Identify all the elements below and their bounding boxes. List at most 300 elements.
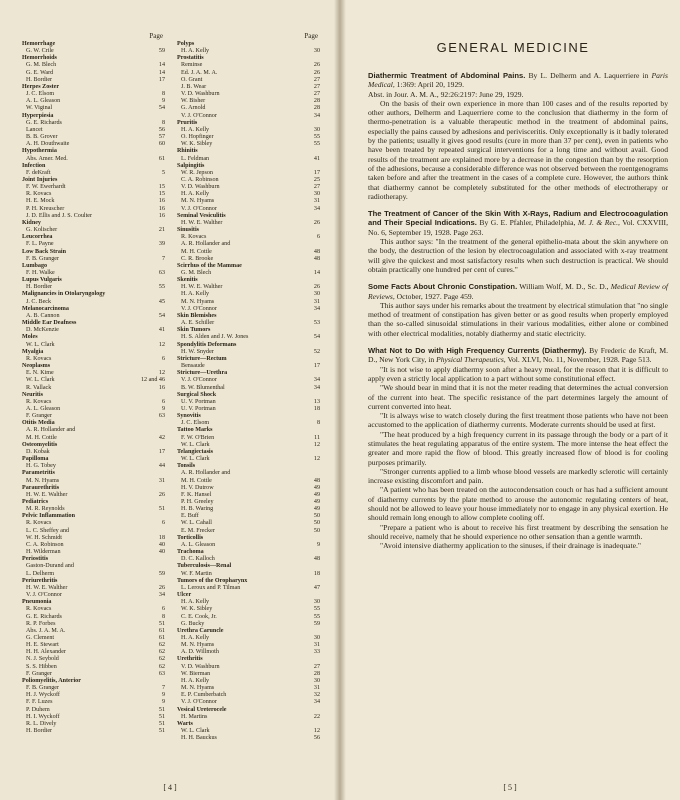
index-entry-name: H. A. Kelly [181, 634, 210, 641]
index-page-number: 22 [313, 713, 320, 720]
index-entry-name: M. N. Hyams [181, 642, 215, 649]
index-entry [177, 406, 320, 413]
index-entry [22, 48, 165, 55]
section-title: GENERAL MEDICINE [436, 40, 590, 55]
index-entry-name: H. V. Dutrow [181, 484, 214, 491]
index-entry-name: Skenitis [177, 277, 198, 284]
index-entry-name: H. W. E. Walther [181, 284, 223, 291]
index-entry-name: Stricture—Rectum [177, 355, 227, 362]
index-entry-name: Skin Tumors [177, 327, 211, 334]
article-paragraph: Abst. in Jour. A. M. A., 92:26:2197: June 29, 1929. [368, 89, 524, 99]
index-entry-name: Gaston-Durand and [26, 563, 74, 570]
index-entry-name: H. H. Bauckus [181, 735, 217, 742]
index-entry [177, 664, 320, 671]
index-entry-name: H. S. Alden and J. W. Jones [181, 334, 249, 341]
index-heading [22, 513, 165, 520]
index-heading [22, 84, 165, 91]
index-page-number: 8 [161, 91, 165, 98]
index-entry-name: H. A. Kelly [181, 291, 210, 298]
index-entry [177, 542, 320, 549]
index-entry [22, 563, 165, 570]
index-entry-name: W. H. Schmidt [26, 534, 62, 541]
index-entry-name: Urethritis [177, 656, 203, 663]
index-heading [177, 721, 320, 728]
index-entry [22, 141, 165, 148]
index-page-number: 57 [158, 134, 165, 141]
index-page-number: 30 [313, 677, 320, 684]
index-entry-name: E. M. Frecker [181, 527, 215, 534]
index-entry [177, 699, 320, 706]
index-page-number: 42 [158, 434, 165, 441]
article-paragraph: "A patient who has been treated on the autocondensation couch or has had a sufficient amount of diathermy currents by the plate method to arouse the autonomic regulating centers of heat, should not be allowed to leave your house immediately nor to engage in any physical exertion. He should remain long enough to allow complete cooling off. [368, 485, 668, 523]
index-entry-name: A. L. Gleason [181, 541, 216, 548]
index-entry [177, 435, 320, 442]
index-entry-name: Kidney [22, 219, 41, 226]
index-page-number: 40 [158, 549, 165, 556]
index-page-number: 12 [313, 728, 320, 734]
index-entry [177, 84, 320, 91]
index-entry [22, 198, 165, 205]
index-entry-name: W. Bierman [181, 670, 211, 677]
column-page-header: Page [304, 32, 318, 40]
index-heading [22, 678, 165, 685]
index-entry-name: S. S. Hibben [26, 663, 57, 670]
index-entry [177, 349, 320, 356]
index-entry-name: W. Bisher [181, 98, 206, 105]
index-entry-name: G. Kolischer [26, 227, 58, 234]
index-page-number: 55 [313, 606, 320, 613]
index-page-number: 7 [161, 255, 165, 262]
index-entry-name: R. Kovacs [26, 191, 52, 198]
index-entry [177, 62, 320, 69]
index-entry-name: A. R. Hollander and [181, 470, 231, 477]
index-entry [22, 528, 165, 535]
index-entry [177, 170, 320, 177]
index-entry-name: Trachoma [177, 549, 204, 556]
index-entry [22, 284, 165, 291]
index-entry-name: G. E. Richards [26, 119, 62, 126]
article-heading [368, 282, 668, 301]
index-entry-name: G. W. Crile [26, 48, 54, 55]
index-page-number: 48 [313, 556, 320, 563]
index-entry-name: E. Buff [181, 513, 199, 520]
index-entry [22, 91, 165, 98]
index-page-number: 34 [313, 305, 320, 312]
index-entry [22, 327, 165, 334]
index-entry [177, 105, 320, 112]
index-heading [22, 163, 165, 170]
index-page-number: 48 [313, 255, 320, 262]
index-entry [177, 614, 320, 621]
index-entry-name: M. R. Reynolds [26, 506, 65, 513]
index-page-number: 31 [313, 298, 320, 305]
index-page-number: 62 [158, 649, 165, 656]
index-entry [177, 478, 320, 485]
index-page-number: 14 [158, 62, 165, 69]
article-paragraph: "We should bear in mind that it is not the meter reading that determines the actual conversion of the current into heat. The specific resistance of the part determines largely the amount of current converted into heat. [368, 383, 668, 411]
index-entry-name: W. L. Cahall [181, 520, 212, 527]
index-entry [177, 635, 320, 642]
index-heading [22, 320, 165, 327]
index-entry [22, 692, 165, 699]
index-entry-name: A. L. Gleason [26, 405, 61, 412]
index-entry [22, 342, 165, 349]
index-entry [177, 98, 320, 105]
index-page-number: 63 [158, 413, 165, 420]
index-entry-name: H. H. Alexander [26, 649, 66, 656]
index-entry-name: W. Viginal [26, 105, 53, 112]
index-entry [22, 256, 165, 263]
index-page-number: 50 [313, 527, 320, 534]
article-page [340, 0, 680, 800]
index-page-number: 30 [313, 48, 320, 55]
index-page-number: 60 [158, 141, 165, 148]
article-list [368, 71, 668, 551]
index-page-number: 27 [313, 184, 320, 191]
index-entry-name: H. I. Wyckoff [26, 713, 60, 720]
index-entry-name: F. deKraft [26, 169, 51, 176]
index-page-number: 6 [161, 606, 165, 613]
index-heading [22, 249, 165, 256]
index-page-number: 16 [158, 198, 165, 205]
index-entry [22, 191, 165, 198]
index-entry-name: Abs. J. A. M. A. [26, 627, 66, 634]
index-entry-name: D. McKenzie [26, 327, 59, 334]
index-entry-name: Spondylitis Deformans [177, 341, 237, 348]
index-entry [22, 606, 165, 613]
column-page-header: Page [149, 32, 163, 40]
index-entry [22, 127, 165, 134]
article [368, 71, 668, 201]
journal-name: Medical Review of Reviews, [368, 282, 668, 301]
index-entry [22, 170, 165, 177]
index-page-number: 9 [161, 405, 165, 412]
article-paragraph: "Avoid intensive diathermy application to the sinuses, if their drainage is inadequate." [380, 541, 642, 551]
index-entry-name: W. R. Jepson [181, 169, 213, 176]
index-entry-name: L. Leroux and P. Tilman [181, 584, 241, 591]
index-heading [22, 234, 165, 241]
index-heading [22, 113, 165, 120]
index-page-number: 48 [313, 477, 320, 484]
index-entry-name: O. Hopfinger [181, 134, 214, 141]
index-entry-name: H. E. Stewart [26, 642, 59, 649]
index-entry-name: Polyps [177, 41, 195, 47]
index-page-number: 56 [313, 735, 320, 742]
index-entry-name: Reminse [181, 62, 203, 69]
article-paragraph: "Stronger currents applied to a limb whose blood vessels are markedly sclerotic will certainly increase existing discomfort and pain. [368, 466, 668, 486]
index-heading [177, 449, 320, 456]
article-citation: Vol. CXXVIII, No. 6, September 19, 1928. Page 263. [368, 218, 668, 237]
index-entry-name: Lumbago [22, 262, 48, 269]
index-entry-name: F. K. Hansel [181, 491, 212, 498]
index-page-number: 12 and 46 [140, 377, 165, 384]
index-entry [22, 699, 165, 706]
index-heading [22, 277, 165, 284]
index-page-number: 61 [158, 634, 165, 641]
index-entry-name: Periurethritis [22, 577, 58, 584]
index-entry [177, 141, 320, 148]
index-entry-name: J. C. Elsom [181, 420, 210, 427]
index-entry-name: H. A. Kelly [181, 191, 210, 198]
index-entry-name: M. H. Cottle [181, 248, 212, 255]
index-heading [22, 306, 165, 313]
index-entry-name: W. K. Sibley [181, 606, 213, 613]
index-entry-name: M. N. Hyams [26, 477, 60, 484]
index-page-number: 51 [158, 720, 165, 727]
index-entry-name: U. V. Portman [181, 405, 216, 412]
article-title: The Treatment of Cancer of the Skin With X-Rays, Radium and Electrocoagulation and Their Special Indications. [368, 209, 668, 228]
index-entry-name: Pelvic Inflammation [22, 513, 75, 520]
index-entry-name: M. N. Hyams [181, 685, 215, 692]
index-entry [177, 291, 320, 298]
index-entry [22, 656, 165, 663]
index-entry [22, 614, 165, 621]
index-entry [177, 714, 320, 721]
index-page-number: 59 [158, 570, 165, 577]
index-page-number: 56 [158, 126, 165, 133]
index-entry-name: Telangiectasis [177, 448, 213, 455]
index-page-number: 55 [313, 134, 320, 141]
index-entry [177, 256, 320, 263]
article-citation: October, 1927. Page 459. [394, 291, 474, 301]
index-entry [177, 442, 320, 449]
index-entry [177, 599, 320, 606]
index-entry-name: Skin Blemishes [177, 312, 217, 319]
index-page-number: 49 [313, 506, 320, 513]
index-entry [177, 571, 320, 578]
index-entry-name: H. J. Wyckoff [26, 692, 60, 699]
index-heading [177, 578, 320, 585]
index-entry-name: O. Grant [181, 76, 203, 83]
index-entry-name: Synovitis [177, 413, 201, 420]
index-entry [177, 556, 320, 563]
index-entry [177, 134, 320, 141]
index-entry-name: F. B. Granger [26, 255, 60, 262]
index-entry-name: H. E. Mock [26, 198, 55, 205]
index-entry-name: Lupus Vulgaris [22, 277, 62, 284]
index-entry-name: G. E. Ward [26, 69, 54, 76]
index-page-number: 26 [158, 584, 165, 591]
index-entry [177, 320, 320, 327]
article-byline: By G. E. Pfahler, Philadelphia, [476, 218, 578, 228]
index-entry [177, 728, 320, 735]
index-entry-name: G. Arnold [181, 105, 206, 112]
index-entry [22, 156, 165, 163]
index-entry [22, 535, 165, 542]
index-heading [22, 392, 165, 399]
index-entry [22, 406, 165, 413]
index-heading [22, 363, 165, 370]
article-title: What Not to Do with High Frequency Currents (Diathermy). [368, 346, 587, 356]
index-entry-name: D. C. Kalloch [181, 556, 215, 563]
index-entry [22, 299, 165, 306]
index-entry-name: Middle Ear Deafness [22, 320, 77, 327]
index-entry-name: V. J. O'Connor [181, 205, 217, 212]
index-entry [22, 70, 165, 77]
index-entry-name: C. A. Robinson [26, 541, 64, 548]
index-entry-name: Parametritis [22, 470, 55, 477]
index-entry-name: W. L. Clark [181, 728, 210, 734]
index-entry-name: R. Kovacs [26, 520, 52, 527]
index-page-number: 17 [158, 448, 165, 455]
index-entry [22, 520, 165, 527]
index-page-number: 61 [158, 155, 165, 162]
index-page-number: 30 [313, 126, 320, 133]
index-entry-name: R. P. Forbes [26, 620, 56, 627]
index-entry-name: Neuritis [22, 391, 43, 398]
index-entry-name: A. H. Douthwaite [26, 141, 70, 148]
index-heading [177, 148, 320, 155]
index-page-number: 28 [313, 98, 320, 105]
index-entry-name: R. Vallack [26, 384, 52, 391]
index-entry [177, 692, 320, 699]
index-entry [177, 48, 320, 55]
index-entry [22, 571, 165, 578]
index-entry-name: R. L. Dively [26, 720, 57, 727]
index-entry-name: V. J. O'Connor [26, 592, 62, 599]
index-entry-name: Tumors of the Oropharynx [177, 577, 248, 584]
index-entry-name: Hypothermia [22, 148, 57, 155]
index-entry-name: F. Granger [26, 413, 52, 420]
index-entry [22, 728, 165, 735]
index-page-number: 51 [158, 506, 165, 513]
index-page-number: 34 [158, 592, 165, 599]
index-entry [177, 156, 320, 163]
index-entry-name: H. Bordier [26, 728, 53, 734]
index-entry-name: V. J. O'Connor [181, 699, 217, 706]
index-page-number: 49 [313, 499, 320, 505]
index-entry-name: Infection [22, 162, 46, 169]
index-entry [22, 592, 165, 599]
index-heading [177, 41, 320, 48]
index-entry [177, 284, 320, 291]
index-entry-name: F. F. Luzes [26, 699, 53, 706]
index-entry [22, 356, 165, 363]
index-page-number: 5 [161, 169, 165, 176]
index-entry [177, 206, 320, 213]
article-heading [368, 209, 668, 237]
index-page-number: 30 [313, 191, 320, 198]
index-page-number: 26 [313, 62, 320, 69]
index-entry-name: E. N. Kime [26, 370, 54, 377]
index-page-number: 17 [313, 363, 320, 370]
index-entry [177, 334, 320, 341]
index-entry [22, 227, 165, 234]
index-page-number: 18 [313, 405, 320, 412]
index-page-number: 49 [313, 484, 320, 491]
index-heading [22, 177, 165, 184]
index-page-number: 9 [161, 98, 165, 105]
index-entry-name: F. Granger [26, 670, 52, 677]
index-heading [22, 499, 165, 506]
index-entry [177, 606, 320, 613]
index-entry-name: Herpes Zoster [22, 83, 60, 90]
article-byline: William Wolf, M. D., Sc. D., [517, 282, 611, 292]
index-entry [22, 77, 165, 84]
index-entry-name: F. L. Payne [26, 241, 54, 248]
index-entry-name: Urethra Caruncle [177, 627, 224, 634]
index-page-number: 8 [161, 119, 165, 126]
index-entry [177, 113, 320, 120]
index-page-number: 15 [158, 184, 165, 191]
article-paragraph: "It is always wise to watch closely during the first treatment those patients who have not been accustomed to the application of diathermy currents. Moderate currents should be used at first. [368, 411, 668, 430]
index-page-number: 51 [158, 728, 165, 734]
index-entry [177, 735, 320, 742]
index-entry-name: Pediatrics [22, 499, 49, 505]
index-page-number: 15 [158, 191, 165, 198]
index-entry [177, 191, 320, 198]
index-entry-name: R. Kovacs [26, 606, 52, 613]
index-heading [177, 163, 320, 170]
index-entry-name: Neoplasms [22, 363, 51, 370]
index-page-number: 27 [313, 83, 320, 90]
index-entry [22, 492, 165, 499]
index-entry [22, 435, 165, 442]
index-entry-name: Pruritis [177, 119, 198, 126]
index-page-number: 51 [158, 713, 165, 720]
index-entry [177, 184, 320, 191]
index-entry [177, 420, 320, 427]
index-heading [22, 420, 165, 427]
index-entry [22, 621, 165, 628]
index-heading [22, 470, 165, 477]
index-page-number: 11 [314, 434, 320, 441]
index-entry-name: H. A. Kelly [181, 677, 210, 684]
index-entry-name: D. Kobak [26, 448, 50, 455]
index-entry-name: F. W. O'Brien [181, 434, 215, 441]
index-entry-name: W. K. Sibley [181, 141, 213, 148]
index-entry-name: Tuberculosis—Renal [177, 563, 232, 570]
index-entry [22, 671, 165, 678]
index-page-number: 33 [313, 649, 320, 656]
index-heading [177, 55, 320, 62]
index-heading [22, 599, 165, 606]
index-page-number: 16 [158, 212, 165, 219]
index-heading [177, 356, 320, 363]
index-page-number: 25 [313, 176, 320, 183]
index-heading [177, 327, 320, 334]
index-page-number: 27 [313, 76, 320, 83]
index-page-number: 62 [158, 663, 165, 670]
index-entry-name: V. J. O'Connor [181, 377, 217, 384]
index-entry [22, 427, 165, 434]
index-heading [177, 313, 320, 320]
index-page-number: 17 [158, 76, 165, 83]
index-entry [22, 664, 165, 671]
index-heading [177, 277, 320, 284]
index-entry-name: Papilloma [22, 456, 49, 463]
index-entry [22, 449, 165, 456]
index-entry-name: Tonsils [177, 463, 196, 470]
index-heading [22, 485, 165, 492]
index-entry [177, 685, 320, 692]
index-page-number: 50 [313, 520, 320, 527]
index-entry-name: Melanocarcinoma [22, 305, 69, 312]
index-page-number: 27 [313, 663, 320, 670]
index-page-number: 6 [161, 398, 165, 405]
index-entry [22, 206, 165, 213]
index-page-number: 28 [313, 105, 320, 112]
index-page-number: 34 [313, 699, 320, 706]
index-page-number: 55 [313, 613, 320, 620]
article [368, 209, 668, 274]
index-entry [177, 513, 320, 520]
index-entry [177, 91, 320, 98]
index-entry-name: V. D. Washburn [181, 663, 220, 670]
index-entry-name: G. Clement [26, 634, 55, 641]
index-page-number: 26 [313, 69, 320, 76]
index-heading [177, 628, 320, 635]
